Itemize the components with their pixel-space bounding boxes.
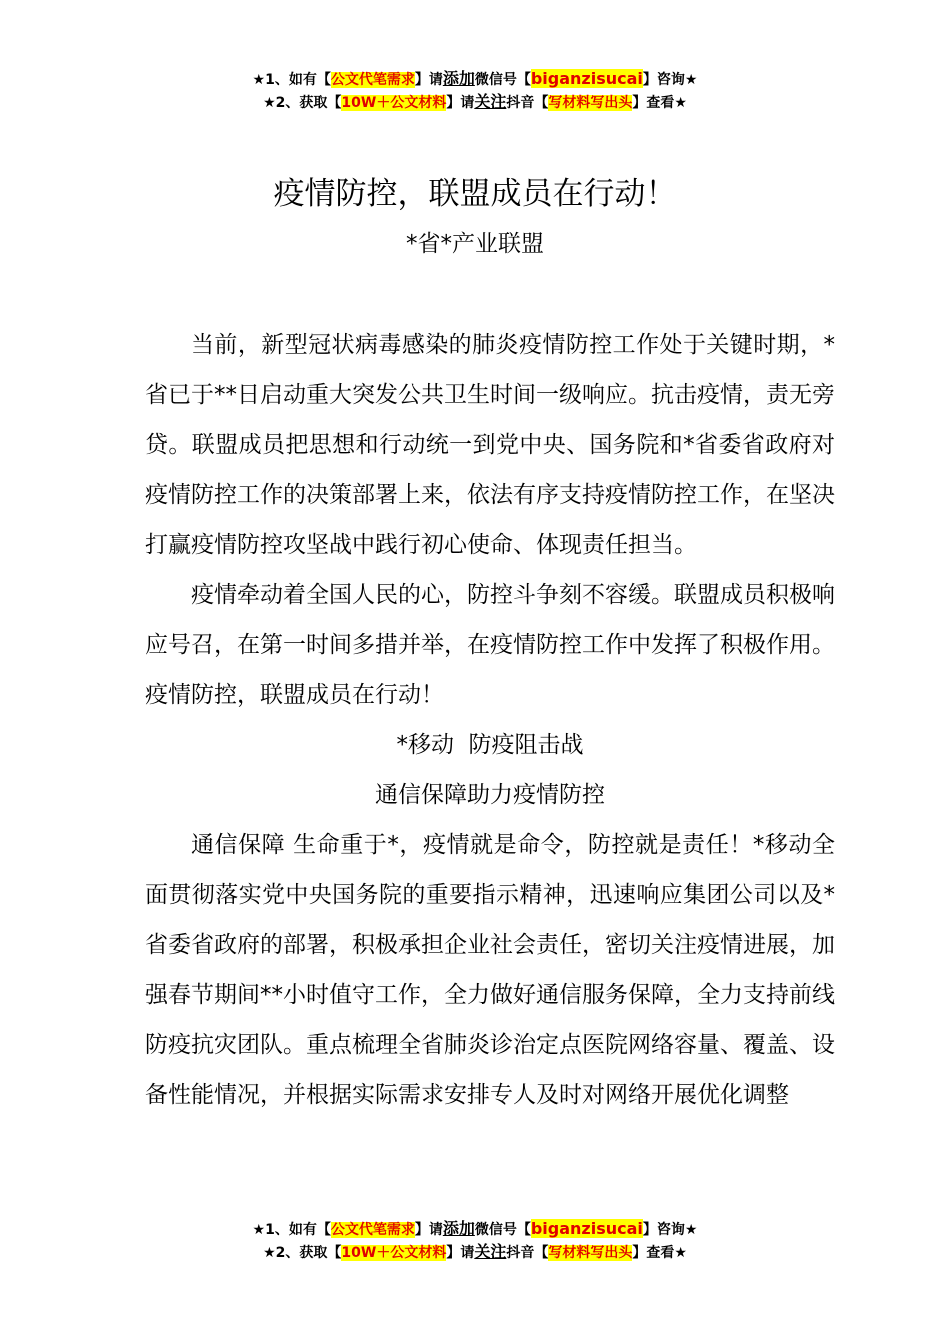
promo-text: 微信号【	[474, 1222, 531, 1238]
promo-text: 】查看★	[632, 95, 687, 111]
promo-text: 】咨询★	[642, 1222, 698, 1238]
promo-highlight: 10W＋公文材料	[341, 95, 447, 111]
promo-text: 抖音【	[506, 1245, 549, 1261]
promo-highlight: 10W＋公文材料	[341, 1245, 447, 1261]
promo-text: 】查看★	[632, 1245, 687, 1261]
document-subtitle: *省*产业联盟	[406, 231, 544, 257]
promo-line-1	[0, 68, 950, 91]
promo-text: 】请	[446, 1245, 475, 1261]
document-title: 疫情防控，联盟成员在行动！	[273, 176, 677, 212]
promo-douyin-id: 写材料写出头	[548, 95, 633, 111]
promo-text: 微信号【	[474, 72, 531, 88]
section-heading: *移动 防疫阻击战	[396, 732, 584, 758]
promo-text: 抖音【	[506, 95, 549, 111]
section-paragraph: 通信保障 生命重于*，疫情就是命令，防控就是责任！*移动全面贯彻落实党中央国务院的重要指示精神，迅速响应集团公司以及*省委省政府的部署，积极承担企业社会责任，密切关注疫情进展，加强春节期间**小时值守工作，全力做好通信服务保障，全力支持前线防疫抗灾团队。重点梳理全省肺炎诊治定点医院网络容量、覆盖、设备性能情况，并根据实际需求安排专人及时对网络开展优化调整	[145, 832, 835, 1108]
promo-text: ★1、如有【	[252, 72, 331, 88]
promo-text: ★1、如有【	[252, 1222, 331, 1238]
body-paragraph: 当前，新型冠状病毒感染的肺炎疫情防控工作处于关键时期，*省已于**日启动重大突发公共卫生时间一级响应。抗击疫情，责无旁贷。联盟成员把思想和行动统一到党中央、国务院和*省委省政府对疫情防控工作的决策部署上来，依法有序支持疫情防控工作，在坚决打赢疫情防控攻坚战中践行初心使命、体现责任担当。	[145, 332, 835, 558]
section-subheading: 通信保障助力疫情防控	[375, 782, 605, 808]
promo-text: 】请	[446, 95, 475, 111]
promo-underline: 关注	[474, 1242, 507, 1261]
promo-underline: 关注	[474, 92, 507, 111]
promo-banner-top	[0, 68, 950, 114]
promo-text: ★2、获取【	[263, 95, 342, 111]
promo-douyin-id: 写材料写出头	[548, 1245, 633, 1261]
promo-text: 】咨询★	[642, 72, 698, 88]
promo-underline: 添加	[442, 69, 475, 88]
promo-banner-bottom	[0, 1218, 950, 1264]
promo-highlight: 公文代笔需求	[330, 1222, 415, 1238]
promo-wechat-id: biganzisucai	[530, 1219, 643, 1238]
promo-text: 】请	[414, 72, 443, 88]
promo-text: 】请	[414, 1222, 443, 1238]
body-paragraph: 疫情牵动着全国人民的心，防控斗争刻不容缓。联盟成员积极响应号召，在第一时间多措并举，在疫情防控工作中发挥了积极作用。疫情防控，联盟成员在行动！	[145, 582, 835, 708]
document-body	[145, 320, 835, 1120]
promo-text: ★2、获取【	[263, 1245, 342, 1261]
promo-wechat-id: biganzisucai	[530, 69, 643, 88]
promo-underline: 添加	[442, 1219, 475, 1238]
promo-line-2	[0, 91, 950, 114]
promo-highlight: 公文代笔需求	[330, 72, 415, 88]
promo-line-2	[0, 1241, 950, 1264]
promo-line-1	[0, 1218, 950, 1241]
